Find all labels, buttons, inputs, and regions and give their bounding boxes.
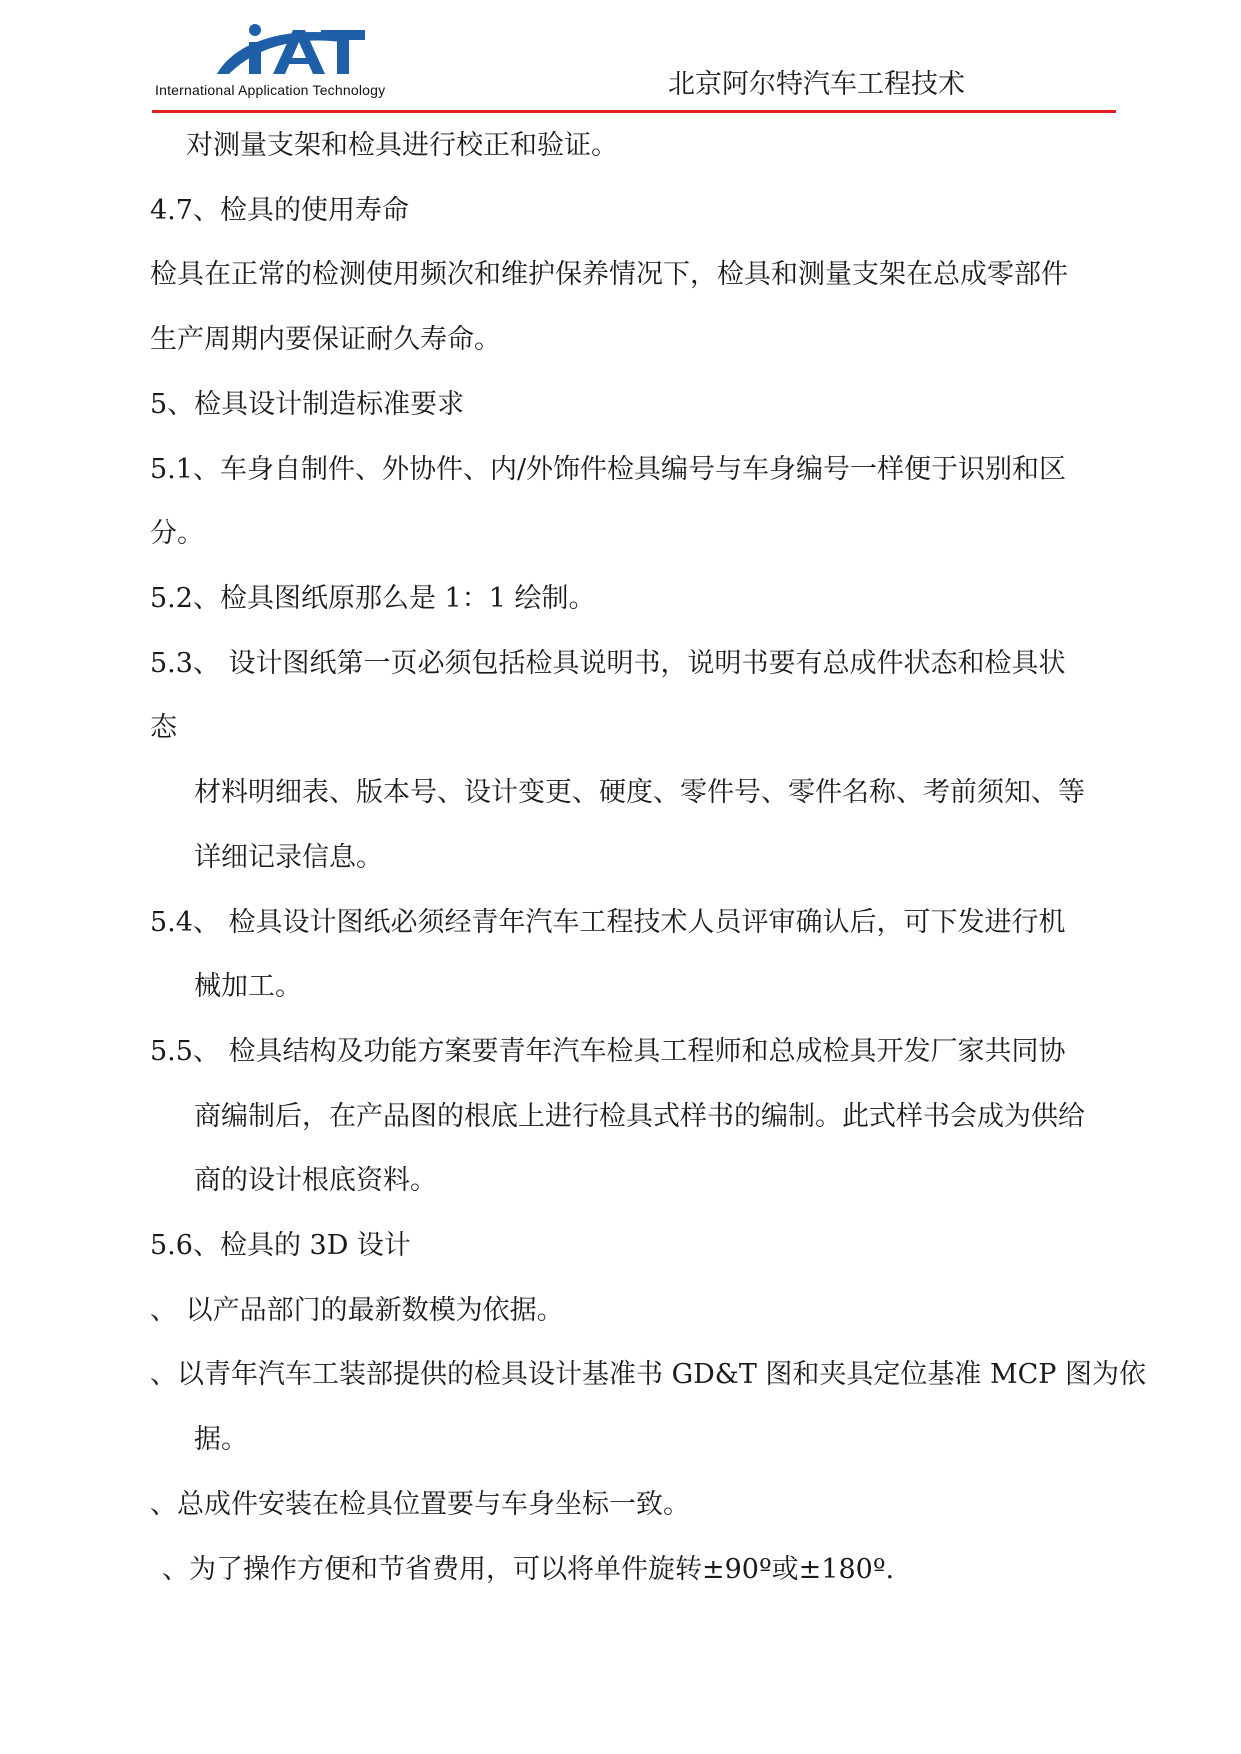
list-item: 、以青年汽车工装部提供的检具设计基准书 GD&T 图和夹具定位基准 MCP 图为依: [150, 1359, 1147, 1390]
text-line: 5.3、 设计图纸第一页必须包括检具说明书，说明书要有总成件状态和检具状: [150, 648, 1066, 679]
logo-tagline: International Application Technology: [155, 82, 386, 98]
text-line: 商编制后，在产品图的根底上进行检具式样书的编制。此式样书会成为供给: [194, 1101, 1085, 1132]
company-name: 北京阿尔特汽车工程技术: [668, 69, 965, 100]
text-line: 商的设计根底资料。: [194, 1165, 437, 1196]
text-line: 检具在正常的检测使用频次和维护保养情况下，检具和测量支架在总成零部件: [150, 259, 1068, 290]
text-line: 5.5、 检具结构及功能方案要青年汽车检具工程师和总成检具开发厂家共同协: [150, 1036, 1066, 1067]
text-line: 分。: [150, 518, 204, 549]
section-heading: 5、检具设计制造标准要求: [150, 389, 465, 420]
text-line: 据。: [194, 1424, 248, 1455]
text-line: 材料明细表、版本号、设计变更、硬度、零件号、零件名称、考前须知、等: [194, 777, 1085, 808]
text-line: 械加工。: [194, 971, 302, 1002]
text-line: 态: [150, 712, 177, 743]
section-heading: 5.6、检具的 3D 设计: [150, 1230, 411, 1261]
list-item: 、总成件安装在检具位置要与车身坐标一致。: [150, 1489, 690, 1520]
section-heading: 4.7、检具的使用寿命: [150, 195, 409, 226]
list-item: 、为了操作方便和节省费用，可以将单件旋转±90º或±180º.: [162, 1554, 895, 1585]
text-line: 对测量支架和检具进行校正和验证。: [186, 130, 618, 161]
list-item: 、 以产品部门的最新数模为依据。: [150, 1295, 564, 1326]
text-line: 生产周期内要保证耐久寿命。: [150, 324, 501, 355]
text-line: 5.1、车身自制件、外协件、内/外饰件检具编号与车身编号一样便于识别和区: [150, 454, 1067, 485]
text-line: 5.2、检具图纸原那么是 1：1 绘制。: [150, 583, 596, 614]
text-line: 5.4、 检具设计图纸必须经青年汽车工程技术人员评审确认后，可下发进行机: [150, 907, 1066, 938]
text-line: 详细记录信息。: [194, 842, 383, 873]
